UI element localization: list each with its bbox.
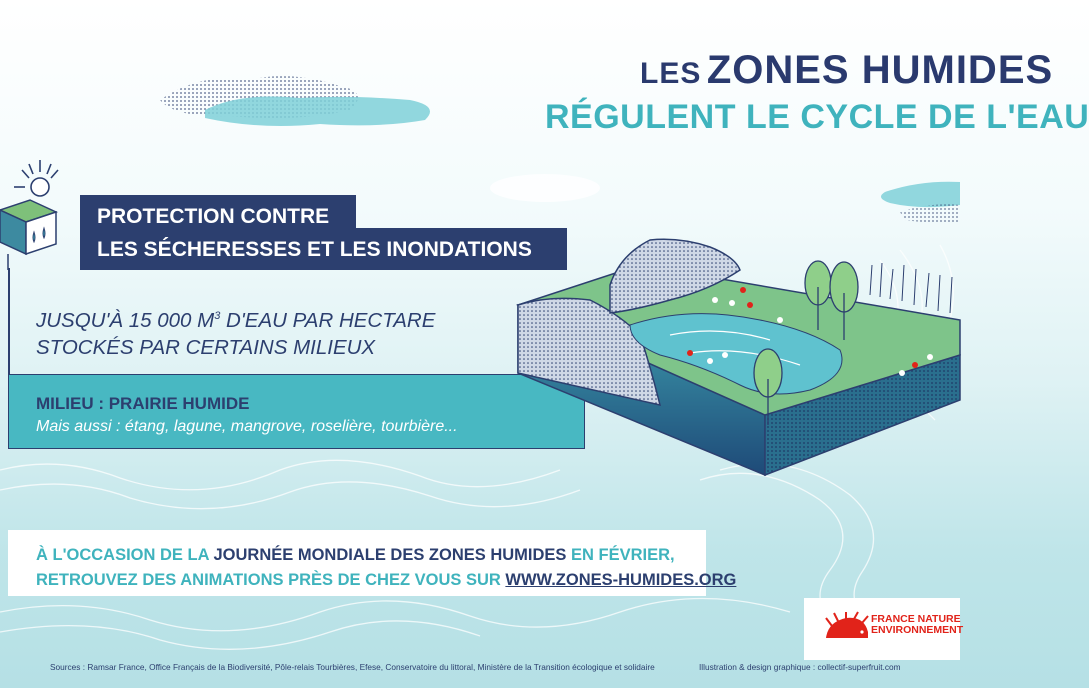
event-journee: JOURNÉE MONDIALE DES ZONES HUMIDES [213,546,567,564]
fne-logo-text [871,614,963,636]
main-title [640,48,1053,93]
event-part1: À L'OCCASION DE LA [36,546,214,564]
footer-sources: Sources : Ramsar France, Office Français de la Biodiversité, Pôle-relais Tourbières, Efese, Conservatoire du littoral, Ministère de la Transition écologique et solidaire [50,662,655,672]
cloud-left-icon [160,76,430,126]
milieu-subtitle: Mais aussi : étang, lagune, mangrove, roselière, tourbière... [36,418,458,435]
event-part3: EN FÉVRIER, [566,546,675,564]
logo-line2: ENVIRONNEMENT [871,624,964,636]
logo-line1: FRANCE NATURE [871,613,961,625]
wetland-illustration [510,225,960,490]
fne-hedgehog-logo [824,612,870,642]
stockage-line1-pre: JUSQU'À 15 000 M [36,308,215,332]
protection-line1: PROTECTION CONTRE [97,205,330,228]
sun-icon [14,160,58,196]
zones-humides-link[interactable]: WWW.ZONES-HUMIDES.ORG [505,571,737,589]
cloud-right-icon [881,182,960,223]
stockage-text [36,303,435,361]
footer-credits: Illustration & design graphique : collectif-superfruit.com [699,662,901,672]
protection-heading [97,200,532,266]
water-drop-icon [33,232,35,242]
event-part4: RETROUVEZ DES ANIMATIONS PRÈS DE CHEZ VOUS SUR [36,571,506,589]
title-zones-humides: ZONES HUMIDES [706,48,1054,92]
connector-line [8,268,10,376]
wetland-cube-icon [0,152,62,270]
stockage-line1-post: D'EAU PAR HECTARE [220,308,436,332]
stockage-line2: STOCKÉS PAR CERTAINS MILIEUX [36,335,376,359]
protection-line2: LES SÉCHERESSES ET LES INONDATIONS [97,238,532,261]
milieu-title: MILIEU : PRAIRIE HUMIDE [36,394,250,413]
event-text [36,543,736,593]
title-les: LES [640,57,702,90]
subtitle: RÉGULENT LE CYCLE DE L'EAU [545,98,1089,136]
stockage-sup: 3 [214,310,221,322]
